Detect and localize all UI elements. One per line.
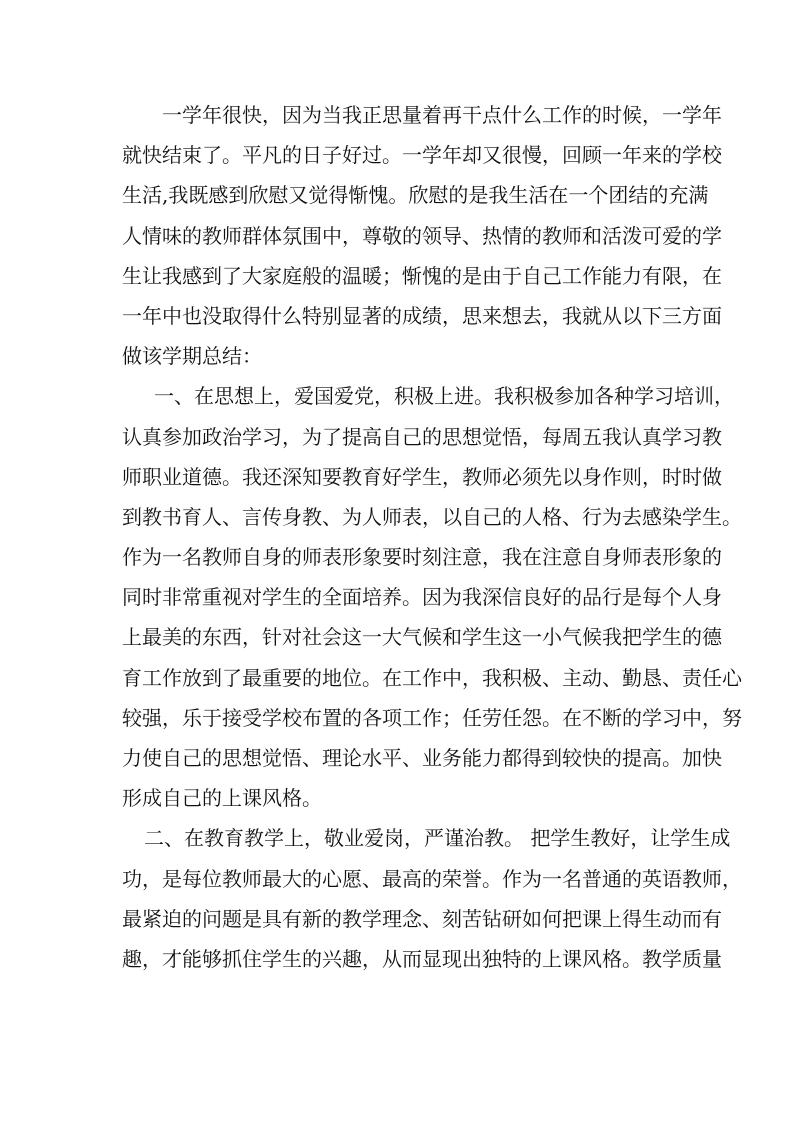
paragraph-2-line-4: 到教书育人、言传身教、为人师表，以自己的人格、行为去感染学生。 xyxy=(122,504,742,529)
paragraph-3-line-4: 趣，才能够抓住学生的兴趣，从而显现出独特的上课风格。教学质量 xyxy=(122,946,722,971)
document-body xyxy=(122,95,742,979)
paragraph-2-line-1: 一、在思想上，爱国爱党，积极上进。我积极参加各种学习培训， xyxy=(154,384,734,409)
paragraph-1-line-4: 人情味的教师群体氛围中，尊敬的领导、热情的教师和活泼可爱的学 xyxy=(122,223,722,248)
paragraph-2-line-3: 师职业道德。我还深知要教育好学生，教师必须先以身作则，时时做 xyxy=(122,464,722,489)
paragraph-1-line-2: 就快结束了。平凡的日子好过。一学年却又很慢，回顾一年来的学校 xyxy=(122,143,722,168)
paragraph-2-line-10: 力使自己的思想觉悟、理论水平、业务能力都得到较快的提高。加快 xyxy=(122,746,722,770)
paragraph-1-line-7: 做该学期总结： xyxy=(122,344,262,369)
paragraph-1-line-1: 一学年很快，因为当我正思量着再干点什么工作的时候，一学年 xyxy=(162,103,722,127)
paragraph-3-line-2: 功，是每位教师最大的心愿、最高的荣誉。作为一名普通的英语教师， xyxy=(122,866,742,891)
paragraph-1-line-3: 生活,我既感到欣慰又觉得惭愧。欣慰的是我生活在一个团结的充满 xyxy=(122,183,709,208)
paragraph-2-line-7: 上最美的东西，针对社会这一大气候和学生这一小气候我把学生的德 xyxy=(122,625,722,650)
paragraph-2-line-5: 作为一名教师自身的师表形象要时刻注意，我在注意自身师表形象的 xyxy=(122,545,722,570)
paragraph-2-line-6: 同时非常重视对学生的全面培养。因为我深信良好的品行是每个人身 xyxy=(122,585,722,610)
paragraph-3-line-1: 二、在教育教学上，敬业爱岗，严谨治教。 把学生教好，让学生成 xyxy=(144,826,731,851)
paragraph-1-line-5: 生让我感到了大家庭般的温暖；惭愧的是由于自己工作能力有限，在 xyxy=(122,263,722,288)
paragraph-1-line-6: 一年中也没取得什么特别显著的成绩，思来想去，我就从以下三方面 xyxy=(122,303,722,328)
paragraph-2-line-8: 育工作放到了最重要的地位。在工作中，我积极、主动、勤恳、责任心 xyxy=(122,665,742,690)
paragraph-2-line-9: 较强，乐于接受学校布置的各项工作；任劳任怨。在不断的学习中，努 xyxy=(122,705,742,730)
paragraph-3-line-3: 最紧迫的问题是具有新的教学理念、刻苦钻研如何把课上得生动而有 xyxy=(122,906,722,931)
paragraph-2-line-2: 认真参加政治学习，为了提高自己的思想觉悟，每周五我认真学习教 xyxy=(122,424,722,449)
paragraph-2-line-11: 形成自己的上课风格。 xyxy=(122,786,322,811)
